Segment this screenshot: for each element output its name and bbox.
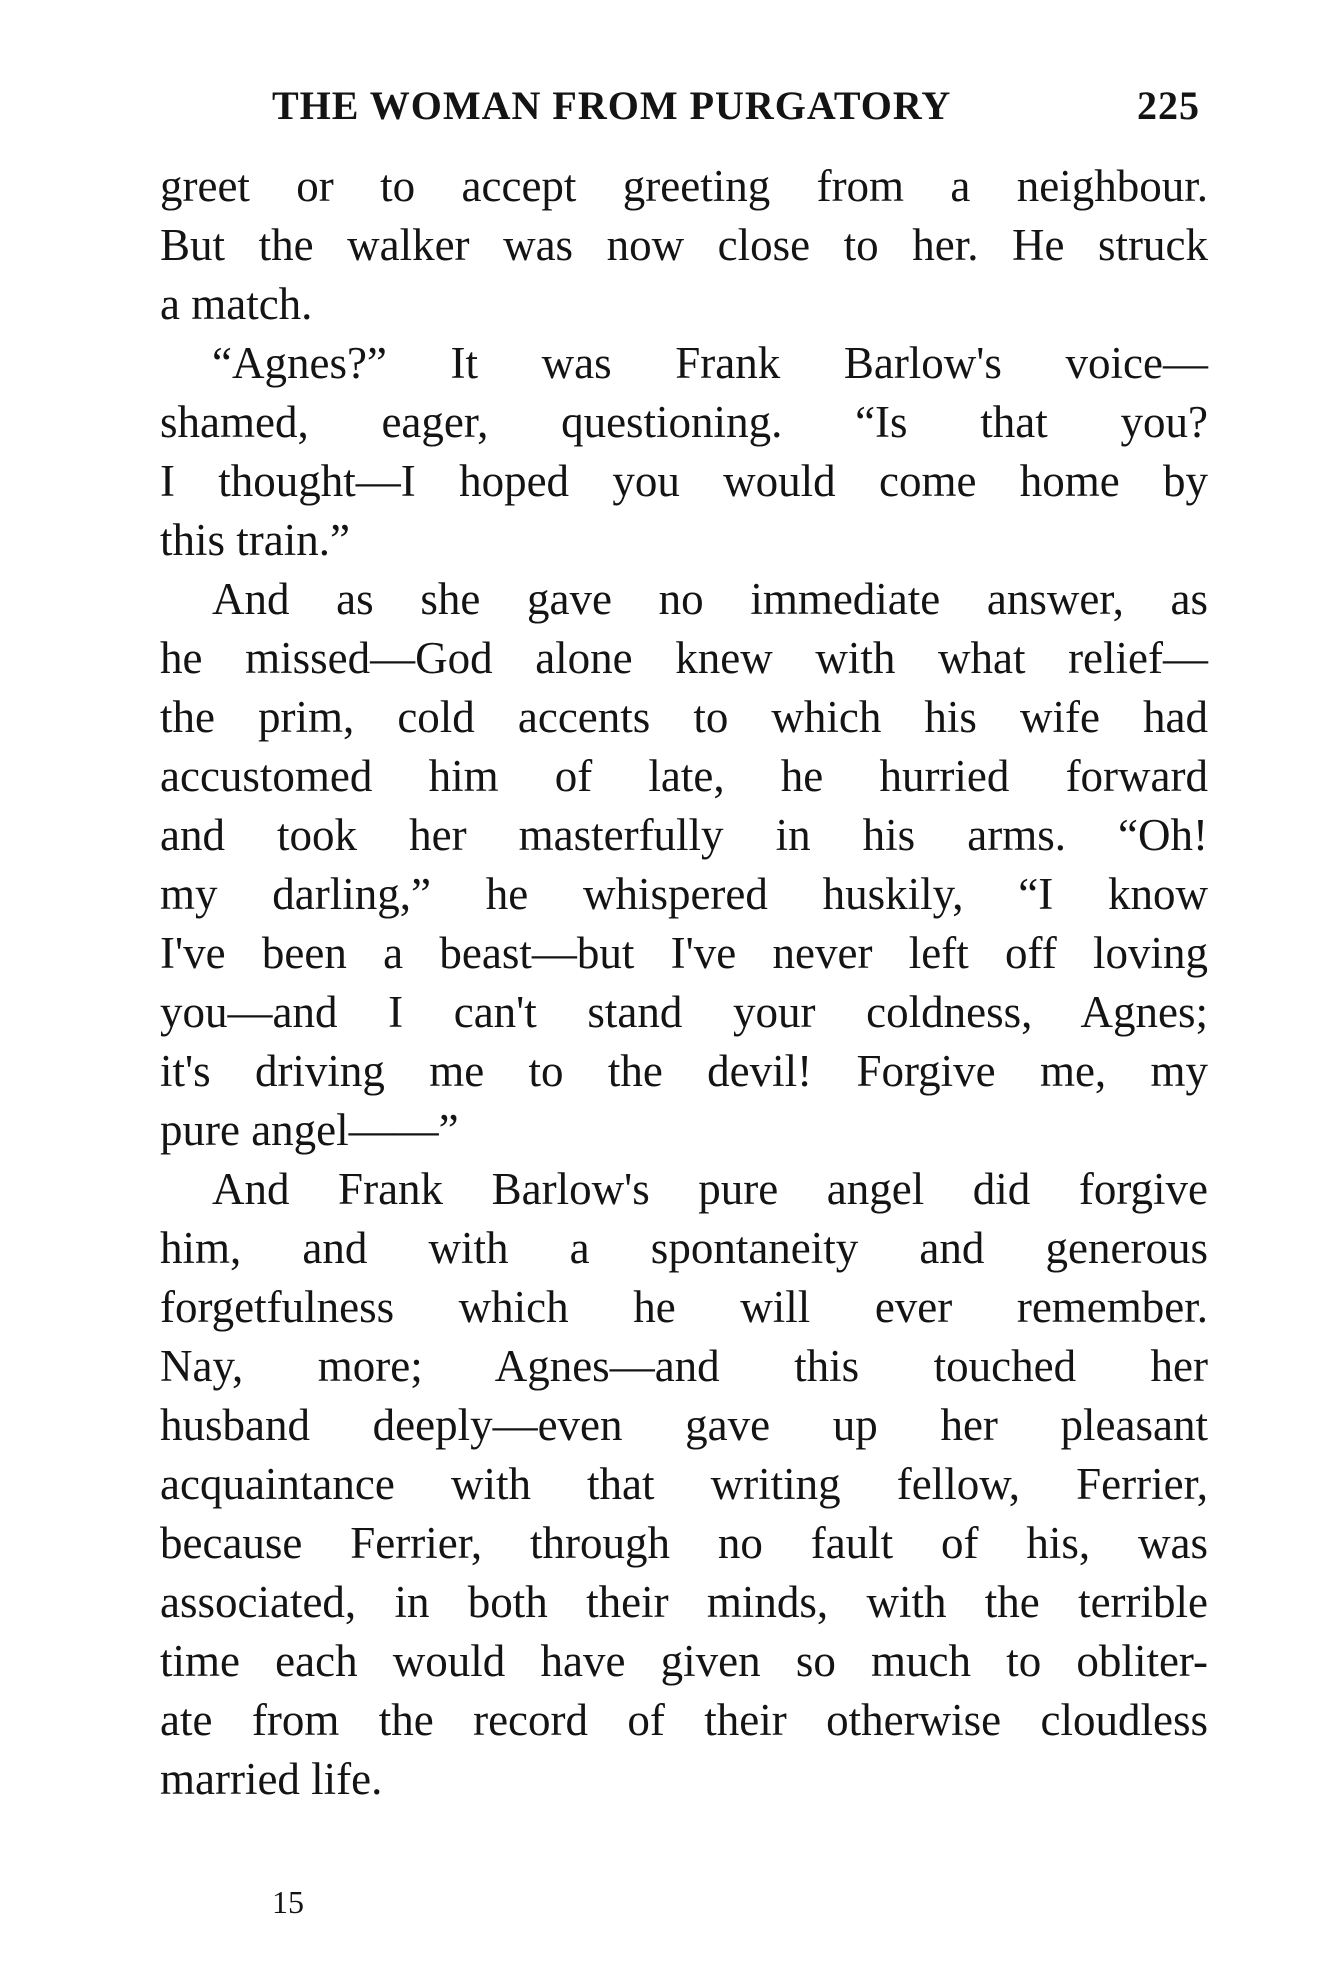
text-line: and took her masterfully in his arms. “Oh!: [160, 810, 1208, 860]
text-line: forgetfulness which he will ever remember.: [160, 1282, 1208, 1332]
text-line: because Ferrier, through no fault of his, was: [160, 1518, 1208, 1568]
text-line: him, and with a spontaneity and generous: [160, 1223, 1208, 1273]
text-line: Nay, more; Agnes—and this touched her: [160, 1341, 1208, 1391]
signature-mark: 15: [272, 1884, 304, 1920]
text-line: you—and I can't stand your coldness, Agnes;: [160, 987, 1208, 1037]
text-line: acquaintance with that writing fellow, Ferrier,: [160, 1459, 1208, 1509]
running-title: THE WOMAN FROM PURGATORY: [272, 83, 952, 128]
text-line: husband deeply—even gave up her pleasant: [160, 1400, 1208, 1450]
text-line: time each would have given so much to obliter-: [160, 1636, 1208, 1686]
text-line: a match.: [160, 279, 313, 329]
text-line: I thought—I hoped you would come home by: [160, 456, 1208, 506]
text-line: But the walker was now close to her. He struck: [160, 220, 1208, 270]
text-line: shamed, eager, questioning. “Is that you?: [160, 397, 1208, 447]
text-line: married life.: [160, 1754, 383, 1804]
text-line: ate from the record of their otherwise cloudless: [160, 1695, 1208, 1745]
body-text: [160, 157, 1208, 1809]
text-line: associated, in both their minds, with the terrible: [160, 1577, 1208, 1627]
text-line: And Frank Barlow's pure angel did forgive: [212, 1164, 1208, 1214]
text-line: my darling,” he whispered huskily, “I know: [160, 869, 1208, 919]
text-line: this train.”: [160, 515, 350, 565]
text-line: accustomed him of late, he hurried forward: [160, 751, 1208, 801]
text-line: I've been a beast—but I've never left off loving: [160, 928, 1208, 978]
text-line: pure angel——”: [160, 1105, 459, 1155]
page-number: 225: [1137, 83, 1200, 128]
text-line: “Agnes?” It was Frank Barlow's voice—: [212, 338, 1208, 388]
text-line: it's driving me to the devil! Forgive me, my: [160, 1046, 1208, 1096]
text-line: And as she gave no immediate answer, as: [212, 574, 1208, 624]
running-head: [160, 82, 1200, 142]
text-line: the prim, cold accents to which his wife had: [160, 692, 1208, 742]
text-line: greet or to accept greeting from a neighbour.: [160, 161, 1208, 211]
text-line: he missed—God alone knew with what relief—: [160, 633, 1208, 683]
